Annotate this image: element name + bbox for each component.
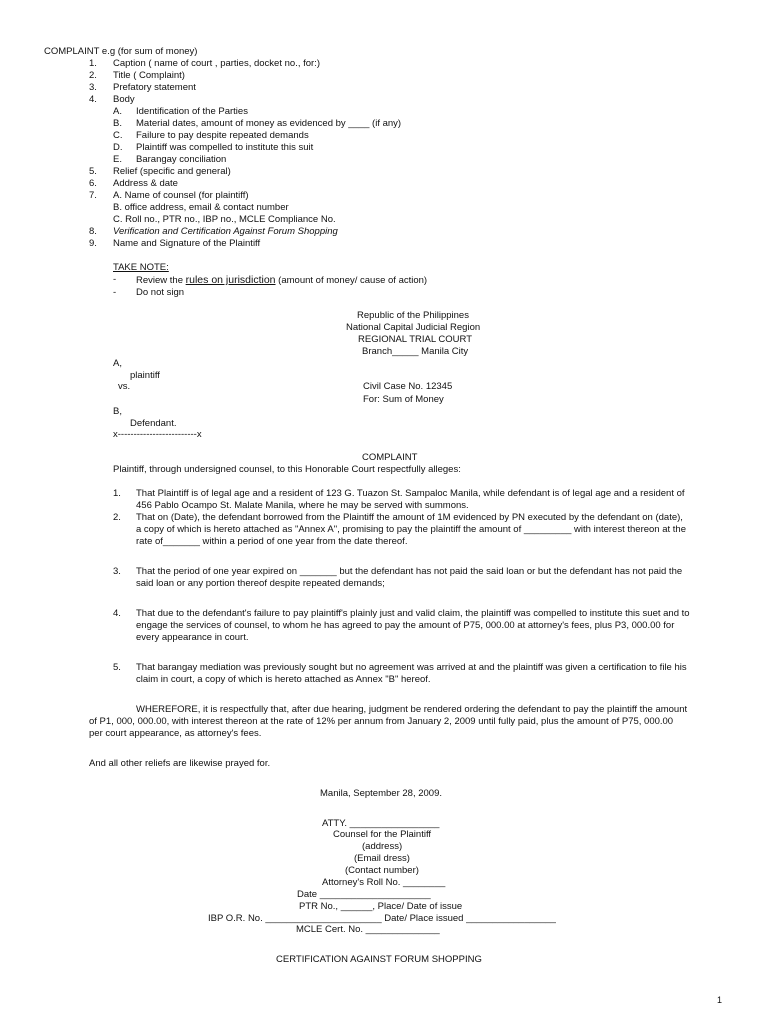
paragraph-number: 4. bbox=[113, 608, 121, 619]
court-branch: Branch_____ Manila City bbox=[362, 346, 469, 357]
versus-label: vs. bbox=[118, 381, 131, 392]
outline-item-text: Relief (specific and general) bbox=[113, 166, 231, 177]
paragraph-line: every appearance in court. bbox=[136, 632, 249, 643]
paragraph-line: That the period of one year expired on _______ but the defendant has not paid the said loan or but the defendant has not paid the bbox=[136, 566, 683, 577]
outline-item-text: Body bbox=[113, 94, 135, 105]
outline-item-text: Verification and Certification Against Forum Shopping bbox=[113, 226, 338, 237]
outline-item-num: 4. bbox=[89, 94, 97, 105]
case-nature: For: Sum of Money bbox=[363, 394, 444, 405]
body-subitem-text: Plaintiff was compelled to institute this suit bbox=[136, 142, 314, 153]
outline-item-num: 6. bbox=[89, 178, 97, 189]
wherefore-line: of P1, 000, 000.00, with interest thereon at the rate of 12% per annum from January 2, 2009 until fully paid, plus the amount of P75, 000.00 bbox=[89, 716, 674, 727]
outline-item-text: Address & date bbox=[113, 178, 178, 189]
outline-item-text: Title ( Complaint) bbox=[113, 70, 185, 81]
place-and-date: Manila, September 28, 2009. bbox=[320, 788, 442, 799]
take-note-text: Review the bbox=[136, 275, 186, 286]
take-note-bullet: - bbox=[113, 274, 117, 285]
roll-date: Date _____________________ bbox=[297, 889, 431, 900]
outline-item-text: A. Name of counsel (for plaintiff) bbox=[113, 190, 249, 201]
roll-number: Attorney's Roll No. ________ bbox=[322, 877, 446, 888]
rules-on-jurisdiction-link[interactable]: rules on jurisdiction bbox=[185, 274, 276, 286]
paragraph-line: a copy of which is hereto attached as "Annex A", promising to pay the plaintiff the amount of _________ with interest thereon at the bbox=[136, 524, 686, 535]
take-note-text: Do not sign bbox=[136, 287, 185, 298]
paragraph-line: rate of_______ within a period of one year from the date thereof. bbox=[136, 536, 408, 547]
body-subitem-text: Material dates, amount of money as evidenced by ____ (if any) bbox=[136, 118, 402, 129]
paragraph-line: engage the services of counsel, to whom he has agreed to pay the amount of P75, 000.00 at attorney's fees, plus P3, 000.00 for bbox=[136, 620, 675, 631]
caption-separator: x-------------------------x bbox=[113, 429, 202, 440]
outline-item-num: 1. bbox=[89, 58, 97, 69]
party-a: A, bbox=[113, 358, 122, 369]
paragraph-line: That on (Date), the defendant borrowed from the Plaintiff the amount of 1M evidenced by PN executed by the defendant on (date), bbox=[136, 512, 683, 523]
certification-heading: CERTIFICATION AGAINST FORUM SHOPPING bbox=[276, 954, 482, 965]
take-note-text: (amount of money/ cause of action) bbox=[275, 275, 428, 286]
paragraph-line: That Plaintiff is of legal age and a resident of 123 G. Tuazon St. Sampaloc Manila, while defendant is of legal age and a resident of bbox=[136, 488, 685, 499]
paragraph-line: That barangay mediation was previously sought but no agreement was arrived at and the plaintiff was given a certification to file his bbox=[136, 662, 687, 673]
outline-item-num: 5. bbox=[89, 166, 97, 177]
wherefore-line: per court appearance, as attorney's fees. bbox=[89, 728, 262, 739]
body-subitem-letter: E. bbox=[113, 154, 122, 165]
body-subitem-letter: D. bbox=[113, 142, 123, 153]
body-subitem-letter: C. bbox=[113, 130, 123, 141]
outline-item-num: 3. bbox=[89, 82, 97, 93]
counsel-for-plaintiff: Counsel for the Plaintiff bbox=[333, 829, 432, 840]
civil-case-number: Civil Case No. 12345 bbox=[363, 381, 453, 392]
plaintiff-label: plaintiff bbox=[130, 370, 160, 381]
body-subitem-letter: B. bbox=[113, 118, 122, 129]
court-region: National Capital Judicial Region bbox=[346, 322, 481, 333]
body-subitem-letter: A. bbox=[113, 106, 122, 117]
outline-heading: COMPLAINT e.g (for sum of money) bbox=[44, 46, 198, 57]
counsel-contact: (Contact number) bbox=[345, 865, 419, 876]
outline-item-text: Caption ( name of court , parties, docket no., for:) bbox=[113, 58, 320, 69]
outline-item-num: 2. bbox=[89, 70, 97, 81]
court-name: REGIONAL TRIAL COURT bbox=[358, 334, 473, 345]
paragraph-line: That due to the defendant's failure to pay plaintiff's plainly just and valid claim, the plaintiff was compelled to institute this suet and to bbox=[136, 608, 690, 619]
paragraph-number: 5. bbox=[113, 662, 121, 673]
atty-signature-line: ATTY. _________________ bbox=[322, 818, 440, 829]
outline-item-num: 8. bbox=[89, 226, 97, 237]
paragraph-number: 1. bbox=[113, 488, 121, 499]
mcle-number: MCLE Cert. No. ______________ bbox=[296, 924, 440, 935]
body-subitem-text: Failure to pay despite repeated demands bbox=[136, 130, 309, 141]
party-b: B, bbox=[113, 406, 122, 417]
paragraph-line: claim in court, a copy of which is hereto attached as Annex "B" hereof. bbox=[136, 674, 431, 685]
take-note-item bbox=[136, 274, 427, 287]
paragraph-line: 456 Pablo Ocampo St. Malate Manila, where he may be served with summons. bbox=[136, 500, 469, 511]
counsel-email: (Email dress) bbox=[354, 853, 410, 864]
wherefore-line: WHEREFORE, it is respectfully that, after due hearing, judgment be rendered ordering the defendant to pay the plaintiff the amount bbox=[136, 704, 688, 715]
prefatory-statement: Plaintiff, through undersigned counsel, to this Honorable Court respectfully alleges: bbox=[113, 464, 461, 475]
defendant-label: Defendant. bbox=[130, 418, 177, 429]
paragraph-line: said loan or any portion thereof despite repeated demands; bbox=[136, 578, 385, 589]
other-reliefs: And all other reliefs are likewise prayed for. bbox=[89, 758, 271, 769]
paragraph-number: 2. bbox=[113, 512, 121, 523]
ibp-number: IBP O.R. No. ______________________ Date/ Place issued _________________ bbox=[208, 913, 556, 924]
outline-item-text: Prefatory statement bbox=[113, 82, 196, 93]
body-subitem-text: Identification of the Parties bbox=[136, 106, 248, 117]
ptr-number: PTR No., ______, Place/ Date of issue bbox=[299, 901, 463, 912]
paragraph-number: 3. bbox=[113, 566, 121, 577]
take-note-bullet: - bbox=[113, 287, 117, 298]
outline-item-num: 9. bbox=[89, 238, 97, 249]
counsel-subitem: C. Roll no., PTR no., IBP no., MCLE Compliance No. bbox=[113, 214, 336, 225]
complaint-title: COMPLAINT bbox=[362, 452, 418, 463]
body-subitem-text: Barangay conciliation bbox=[136, 154, 227, 165]
counsel-address: (address) bbox=[362, 841, 403, 852]
page-number: 1 bbox=[717, 995, 723, 1005]
outline-item-text: Name and Signature of the Plaintiff bbox=[113, 238, 261, 249]
outline-item-num: 7. bbox=[89, 190, 97, 201]
court-republic: Republic of the Philippines bbox=[357, 310, 469, 321]
counsel-subitem: B. office address, email & contact number bbox=[113, 202, 289, 213]
take-note-label: TAKE NOTE: bbox=[113, 262, 169, 273]
